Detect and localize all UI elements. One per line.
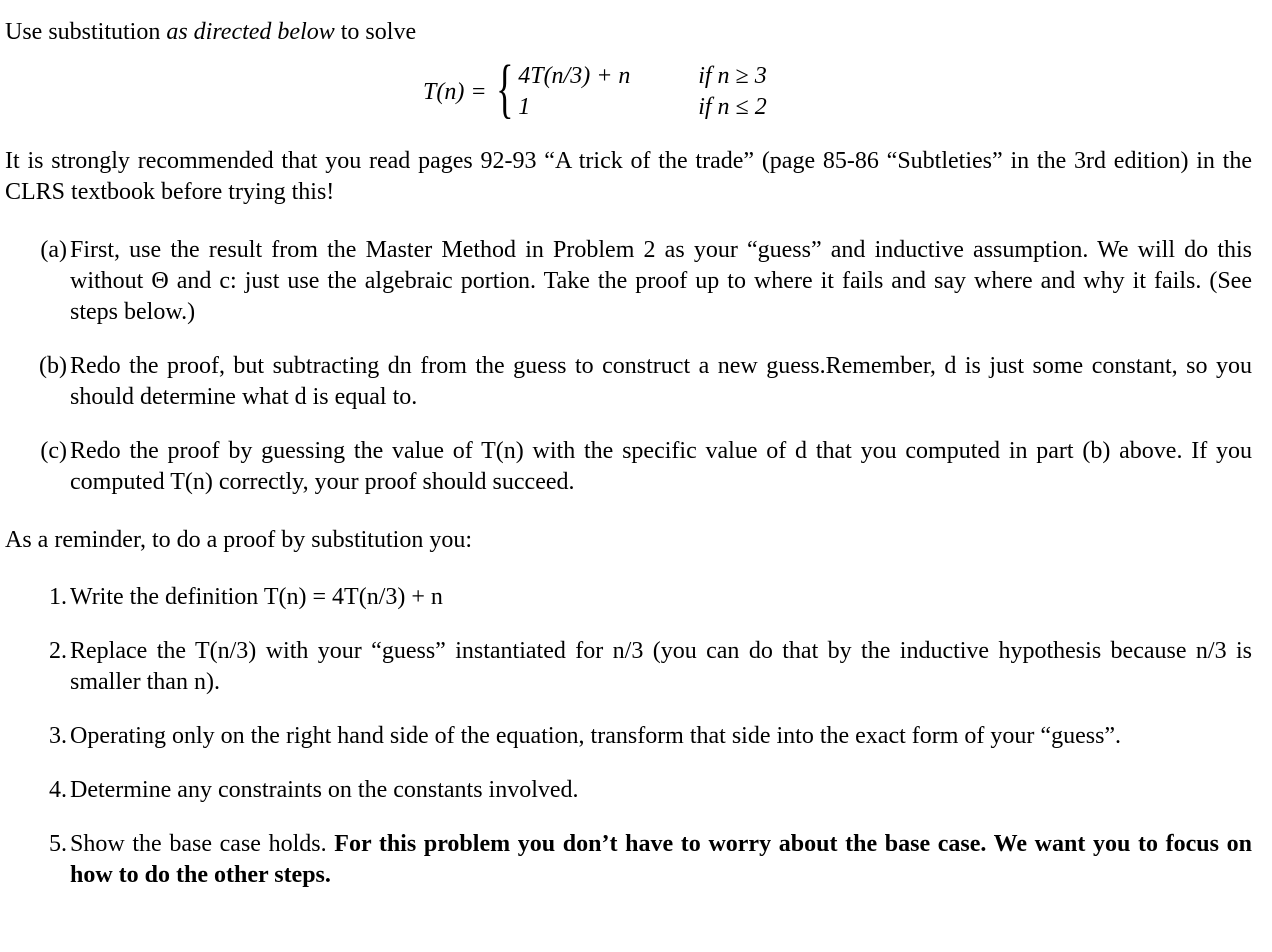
case2-condition: if n ≤ 2 <box>698 94 767 120</box>
part-label: (c) <box>40 438 67 464</box>
step-5 <box>5 829 1252 891</box>
part-text: First, use the result from the Master Method in Problem 2 as your “guess” and inductive assumption. We will do this without Θ and c: just use the algebraic portion. Take the proof up to where it fails and say where and why it fails. (See steps below.) <box>70 237 1252 325</box>
part-c <box>5 436 1252 498</box>
step-label: 3. <box>49 723 67 749</box>
intro-paragraph <box>5 17 1252 48</box>
part-label: (b) <box>39 353 67 379</box>
intro-suffix: to solve <box>334 19 417 45</box>
step-label: 1. <box>49 584 67 610</box>
step-1 <box>5 582 1252 613</box>
part-text: Redo the proof by guessing the value of T(n) with the specific value of d that you computed in part (b) above. If you computed T(n) correctly, your proof should succeed. <box>70 438 1252 495</box>
step-text: Operating only on the right hand side of the equation, transform that side into the exact form of your “guess”. <box>70 723 1122 749</box>
step-label: 5. <box>49 831 67 857</box>
step-label: 2. <box>49 638 67 664</box>
problem-document <box>5 17 1252 891</box>
left-brace-icon: { <box>495 52 514 125</box>
case1-condition: if n ≥ 3 <box>698 63 767 89</box>
step-3 <box>5 721 1252 752</box>
step-label: 4. <box>49 777 67 803</box>
part-a <box>5 235 1252 328</box>
part-text: Redo the proof, but subtracting dn from the guess to construct a new guess.Remember, d is just some constant, so you should determine what d is equal to. <box>70 353 1252 410</box>
parts-list <box>5 235 1252 498</box>
part-label: (a) <box>40 237 67 263</box>
equation-lhs: T(n) = <box>423 78 487 105</box>
step-4 <box>5 775 1252 806</box>
recurrence-equation <box>5 48 1252 146</box>
case1-expression: 4T(n/3) + n <box>518 63 631 89</box>
step-text: Determine any constraints on the constants involved. <box>70 777 579 803</box>
step-5-bold-note: For this problem you don’t have to worry about the base case. We want you to focus on how to do the other steps. <box>70 831 1253 888</box>
step-2 <box>5 636 1252 698</box>
step-text: Replace the T(n/3) with your “guess” instantiated for n/3 (you can do that by the inductive hypothesis because n/3 is smaller than n). <box>70 638 1252 695</box>
steps-list <box>5 582 1252 891</box>
part-b <box>5 351 1252 413</box>
intro-emphasis: as directed below <box>166 19 335 45</box>
case2-expression: 1 <box>518 94 531 120</box>
recommendation-paragraph: It is strongly recommended that you read pages 92-93 “A trick of the trade” (page 85-86 “Subtleties” in the 3rd edition) in the CLRS textbook before trying this! <box>5 148 1252 205</box>
equation-cases <box>518 61 767 123</box>
reminder-paragraph: As a reminder, to do a proof by substitution you: <box>5 527 472 553</box>
intro-prefix: Use substitution <box>5 19 167 45</box>
step-text: Show the base case holds. <box>70 831 335 857</box>
step-text: Write the definition T(n) = 4T(n/3) + n <box>70 584 443 610</box>
